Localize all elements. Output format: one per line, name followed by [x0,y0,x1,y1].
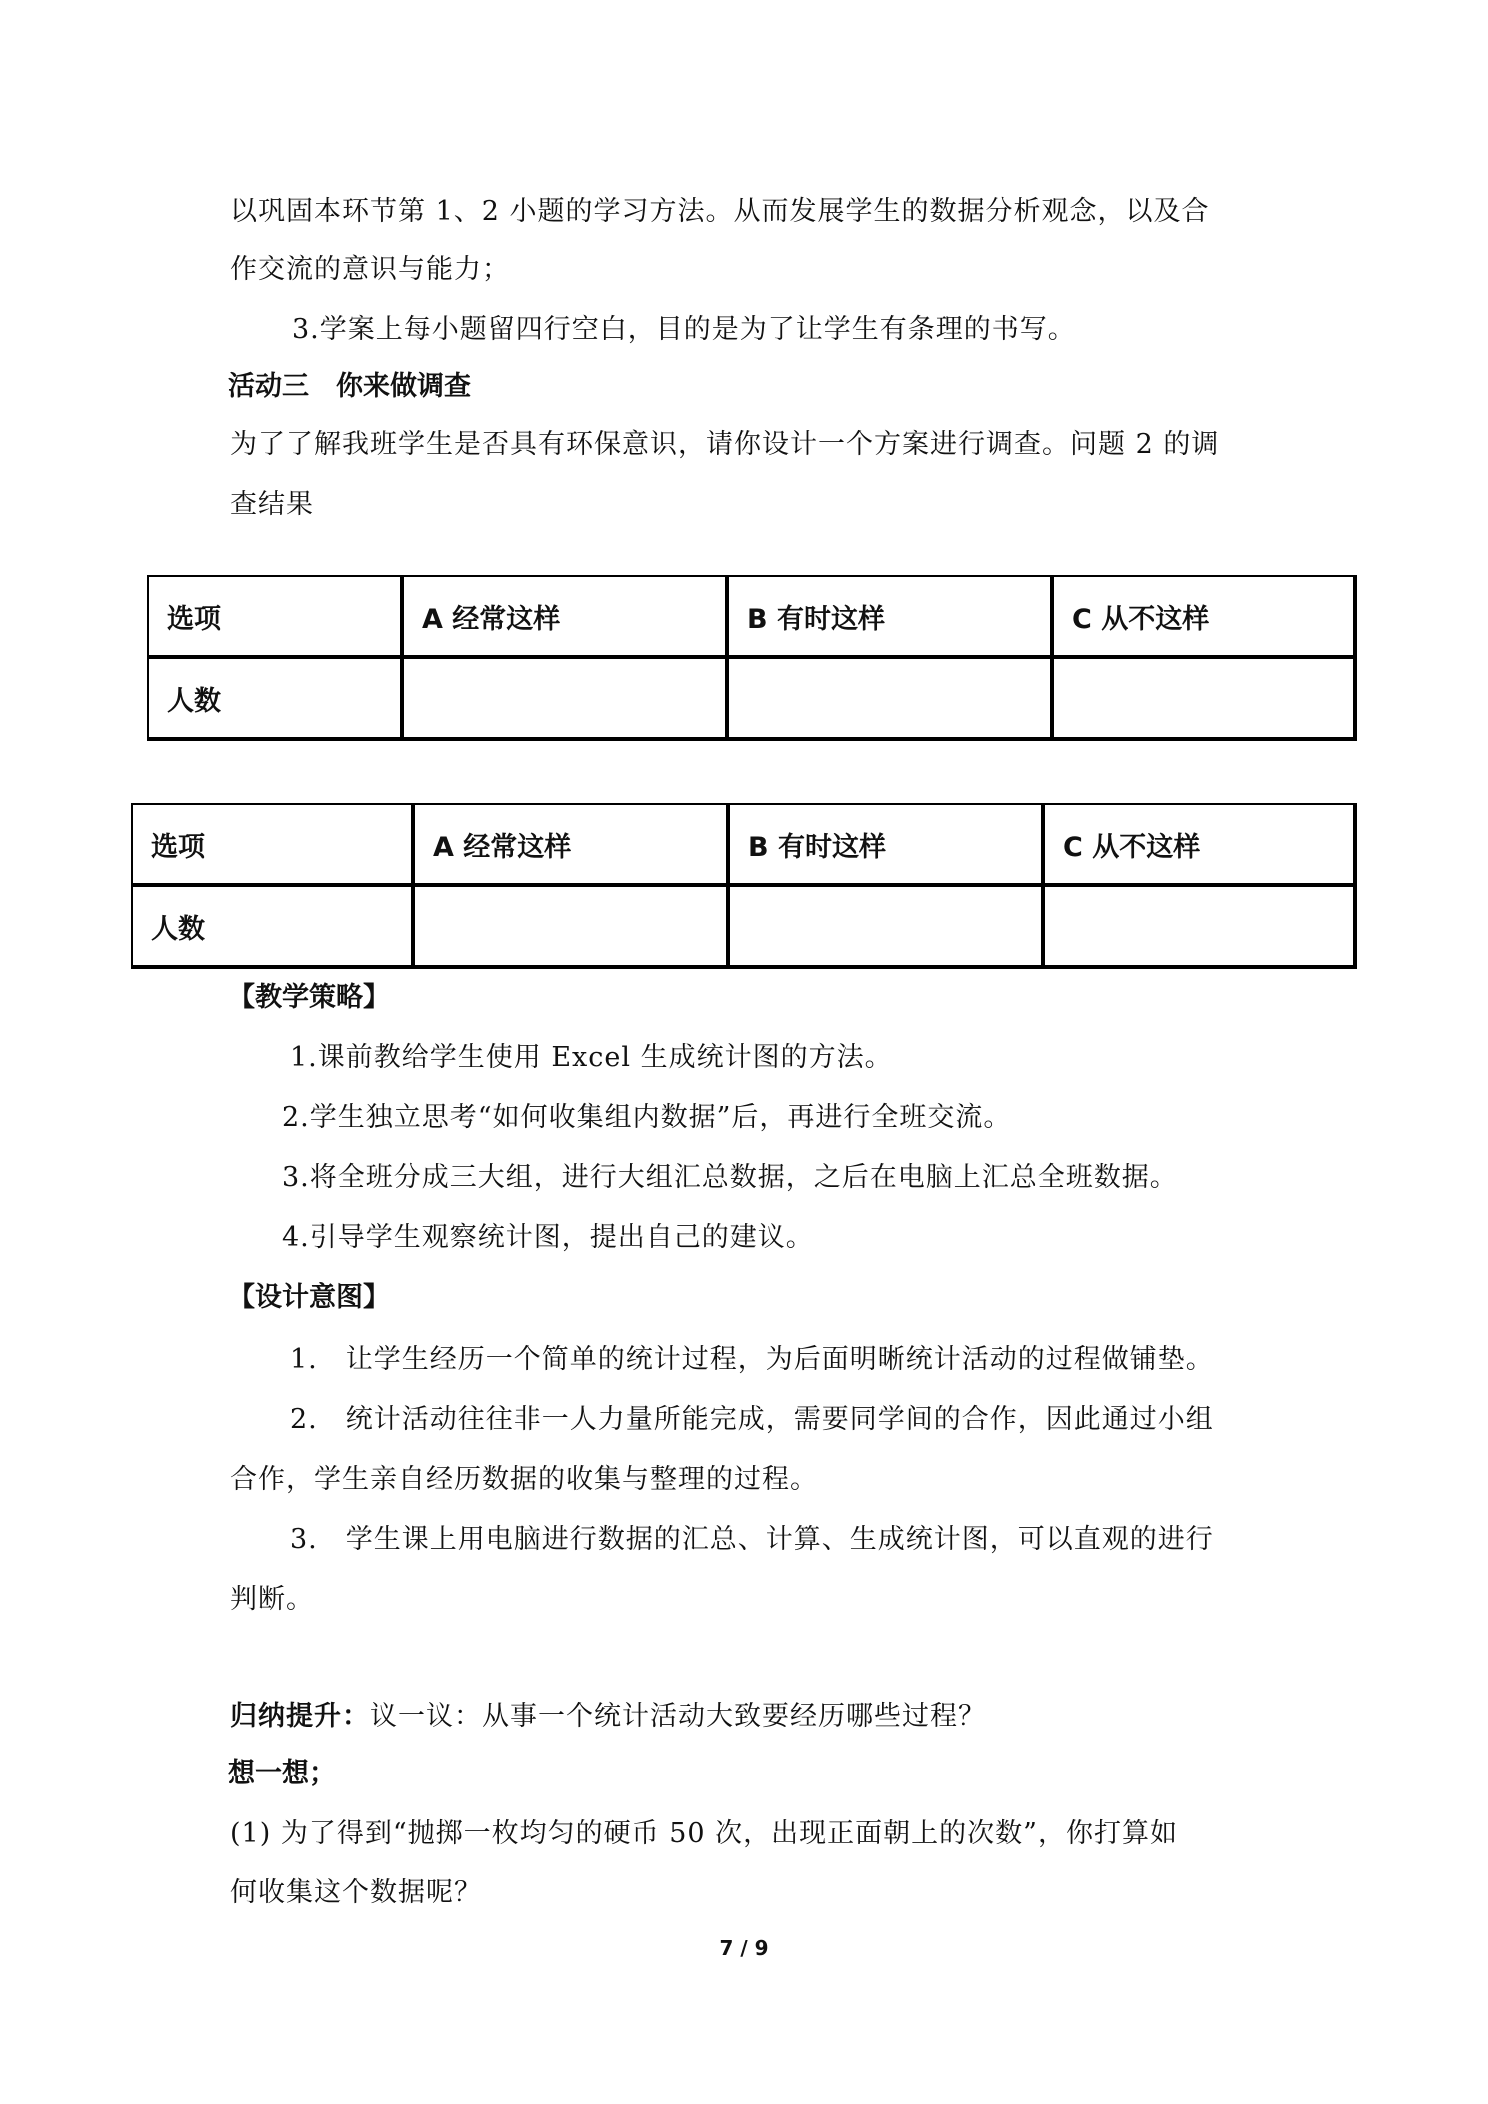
table-cell [1043,885,1355,967]
table-cell: 人数 [132,885,413,967]
table-cell: B 有时这样 [728,804,1043,885]
design-heading: 【设计意图】 [228,1282,390,1313]
design-item: 合作，学生亲自经历数据的收集与整理的过程。 [230,1464,818,1495]
strategy-item: 3.将全班分成三大组，进行大组汇总数据，之后在电脑上汇总全班数据。 [282,1162,1178,1193]
table-cell: C 从不这样 [1052,576,1355,657]
design-item: 3. 学生课上用电脑进行数据的汇总、计算、生成统计图，可以直观的进行 [290,1524,1214,1555]
table-cell [413,885,728,967]
activity-heading: 活动三 你来做调查 [228,371,471,402]
survey-table-1 [147,575,1357,741]
table-cell: 选项 [148,576,402,657]
paragraph-line: 查结果 [230,489,314,520]
table-header-row [148,576,1355,657]
paragraph-line: 为了了解我班学生是否具有环保意识，请你设计一个方案进行调查。问题 2 的调 [230,429,1220,460]
table-cell [728,885,1043,967]
table-cell: A 经常这样 [413,804,728,885]
paragraph-line: 3.学案上每小题留四行空白，目的是为了让学生有条理的书写。 [292,314,1076,345]
survey-table-2 [131,803,1357,969]
summary-text: 议一议：从事一个统计活动大致要经历哪些过程？ [370,1701,986,1732]
think-heading: 想一想； [228,1758,336,1789]
table-cell: B 有时这样 [727,576,1052,657]
design-item: 2. 统计活动往往非一人力量所能完成，需要同学间的合作，因此通过小组 [290,1404,1214,1435]
question-line: (1) 为了得到“抛掷一枚均匀的硬币 50 次，出现正面朝上的次数”，你打算如 [230,1818,1178,1849]
table-cell: 选项 [132,804,413,885]
strategy-item: 1.课前教给学生使用 Excel 生成统计图的方法。 [290,1042,893,1073]
table-cell: C 从不这样 [1043,804,1355,885]
paragraph-line: 以巩固本环节第 1、2 小题的学习方法。从而发展学生的数据分析观念，以及合 [230,196,1210,227]
question-line: 何收集这个数据呢？ [230,1877,482,1908]
table-header-row [132,804,1355,885]
strategy-heading: 【教学策略】 [228,982,390,1013]
design-item: 1. 让学生经历一个简单的统计过程，为后面明晰统计活动的过程做铺垫。 [290,1344,1214,1375]
design-item: 判断。 [230,1584,314,1615]
table-cell [727,657,1052,739]
table-cell: A 经常这样 [402,576,727,657]
table-row [148,657,1355,739]
table-cell [1052,657,1355,739]
strategy-item: 4.引导学生观察统计图，提出自己的建议。 [282,1222,814,1253]
table-cell: 人数 [148,657,402,739]
page-number: 7 / 9 [719,1936,769,1960]
table-row [132,885,1355,967]
summary-label: 归纳提升： [230,1701,370,1732]
table-cell [402,657,727,739]
strategy-item: 2.学生独立思考“如何收集组内数据”后，再进行全班交流。 [282,1102,1012,1133]
summary-line [230,1697,986,1737]
paragraph-line: 作交流的意识与能力； [230,254,510,285]
